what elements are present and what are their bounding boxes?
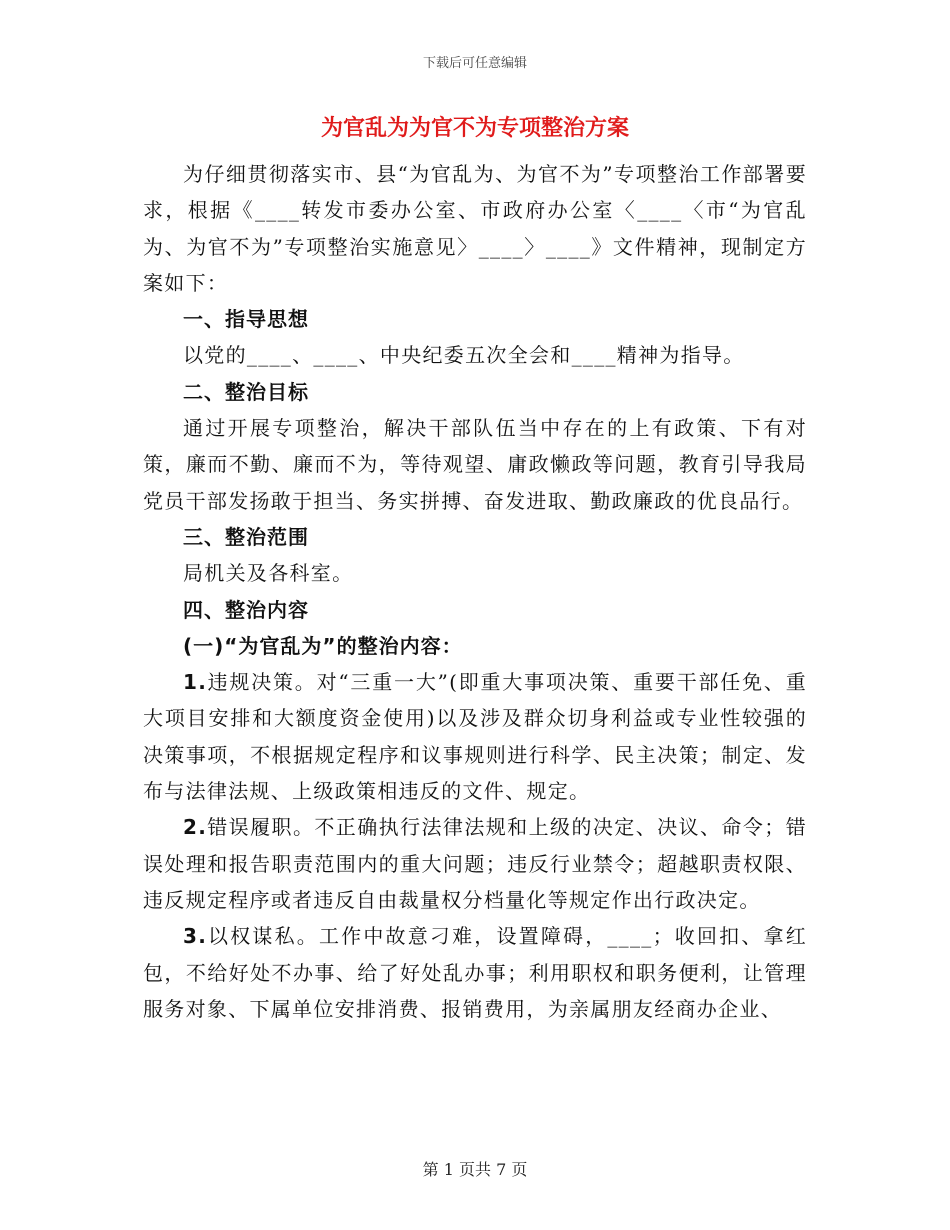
list-item-abuse-of-power xyxy=(143,918,807,1027)
page-header-note: 下载后可任意编辑 xyxy=(422,56,527,71)
list-item-number: 1. xyxy=(183,670,208,695)
goals-paragraph: 通过开展专项整治，解决干部队伍当中存在的上有政策、下有对策，廉而不勤、廉而不为，等待观望、庸政懒政等问题，教育引导我局党员干部发扬敢于担当、务实拼搏、奋发进取、勤政廉政的优良品行。 xyxy=(143,416,807,513)
list-item-number: 2. xyxy=(183,815,208,840)
list-item-text: 违规决策。对“三重一大”(即重大事项决策、重要干部任免、重大项目安排和大额度资金使用)以及涉及群众切身利益或专业性较强的决策事项，不根据规定程序和议事规则进行科学、民主决策；制定、发布与法律法规、上级政策相违反的文件、规定。 xyxy=(143,670,807,804)
document-body xyxy=(143,110,807,1027)
intro-paragraph: 为仔细贯彻落实市、县“为官乱为、为官不为”专项整治工作部署要求，根据《____转发市委办公室、市政府办公室〈____〈市“为官乱为、为官不为”专项整治实施意见〉____〉____》文件精神，现制定方案如下： xyxy=(143,162,807,295)
list-item-wrong-duty xyxy=(143,809,807,918)
list-item-text: 以权谋私。工作中故意刁难，设置障碍，____；收回扣、拿红包，不给好处不办事、给了好处乱办事；利用职权和职务便利，让管理服务对象、下属单位安排消费、报销费用，为亲属朋友经商办企业、 xyxy=(143,924,807,1021)
list-item-number: 3. xyxy=(183,924,208,949)
section-heading-goals: 二、整治目标 xyxy=(183,379,309,404)
subsection-heading-misconduct: (一)“为官乱为”的整治内容： xyxy=(183,633,463,658)
scope-paragraph: 局机关及各科室。 xyxy=(183,561,354,586)
page-number: 第 1 页共 7 页 xyxy=(422,1160,528,1179)
list-item-illegal-decision xyxy=(143,664,807,809)
section-heading-guiding-ideology: 一、指导思想 xyxy=(183,307,309,332)
section-heading-scope: 三、整治范围 xyxy=(183,524,309,549)
document-title: 为官乱为为官不为专项整治方案 xyxy=(320,116,629,141)
list-item-text: 错误履职。不正确执行法律法规和上级的决定、决议、命令；错误处理和报告职责范围内的重大问题；违反行业禁令；超越职责权限、违反规定程序或者违反自由裁量权分档量化等规定作出行政决定。 xyxy=(143,815,807,912)
section-heading-content: 四、整治内容 xyxy=(183,597,309,622)
guiding-ideology-paragraph: 以党的____、____、中央纪委五次全会和____精神为指导。 xyxy=(183,343,745,368)
